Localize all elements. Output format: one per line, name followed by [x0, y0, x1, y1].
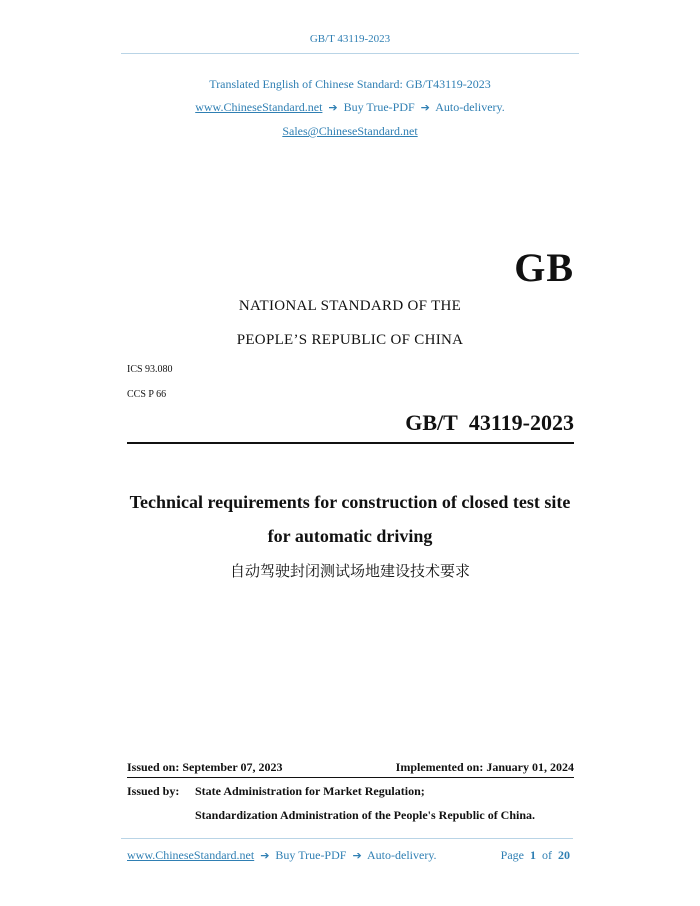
- page-total: 20: [558, 848, 570, 862]
- arrow-icon: ➔: [420, 101, 430, 114]
- arrow-icon: ➔: [260, 849, 270, 862]
- issued-by-1: State Administration for Market Regulation;: [195, 784, 425, 798]
- chinese-title: 自动驾驶封闭测试场地建设技术要求: [229, 562, 470, 580]
- footer-buy-text: Buy True-PDF: [275, 848, 347, 862]
- issued-by-2: Standardization Administration of the People's Republic of China.: [195, 808, 536, 822]
- page-of: of: [542, 848, 552, 862]
- footer-links: [127, 848, 437, 863]
- arrow-icon: ➔: [352, 849, 362, 862]
- standard-number: GB/T 43119-2023: [405, 410, 574, 435]
- site-link[interactable]: www.ChineseStandard.net: [195, 100, 323, 114]
- delivery-text: Auto-delivery.: [435, 100, 505, 114]
- header-divider: [121, 53, 579, 54]
- page-current: 1: [530, 848, 536, 862]
- ccs-code: CCS P 66: [127, 389, 167, 400]
- promo-line-1: Translated English of Chinese Standard: GB/T43119-2023: [209, 77, 491, 91]
- issued-rule: [127, 777, 574, 778]
- promo-line-2: [0, 100, 700, 115]
- email-link[interactable]: Sales@ChineseStandard.net: [282, 124, 418, 138]
- issued-by-label: Issued by:: [127, 784, 180, 798]
- promo-line-3: [0, 124, 700, 139]
- national-standard-line-1: NATIONAL STANDARD OF THE: [238, 298, 462, 314]
- page-number: [501, 848, 570, 863]
- buy-text: Buy True-PDF: [343, 100, 415, 114]
- title-line-1: Technical requirements for construction of closed test site: [129, 492, 571, 512]
- footer-delivery-text: Auto-delivery.: [367, 848, 437, 862]
- arrow-icon: ➔: [328, 101, 338, 114]
- implemented-on: Implemented on: January 01, 2024: [395, 760, 574, 774]
- footer-site-link[interactable]: www.ChineseStandard.net: [127, 848, 255, 862]
- title-line-2: for automatic driving: [267, 526, 433, 546]
- running-header: GB/T 43119-2023: [309, 33, 391, 45]
- gb-logo: GB: [514, 245, 574, 290]
- issued-on: Issued on: September 07, 2023: [127, 760, 283, 774]
- standard-rule: [127, 442, 574, 444]
- national-standard-line-2: PEOPLE’S REPUBLIC OF CHINA: [236, 332, 464, 348]
- footer-divider: [121, 838, 573, 839]
- page-label: Page: [500, 848, 524, 862]
- ics-code: ICS 93.080: [127, 364, 173, 375]
